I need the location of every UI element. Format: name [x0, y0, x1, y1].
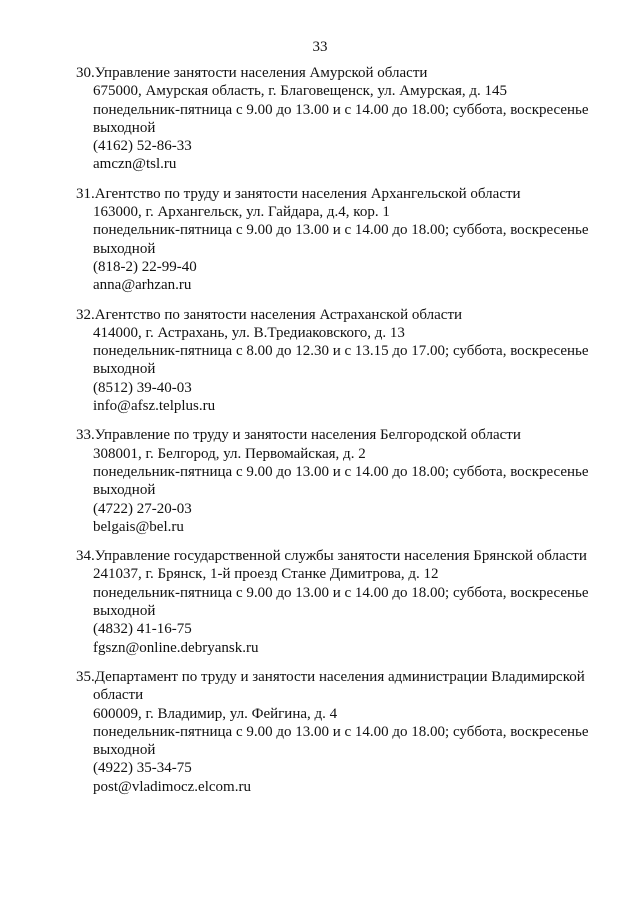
- entry-hours: понедельник-пятница с 8.00 до 12.30 и с 13.15 до 17.00; суббота, воскресенье: [93, 343, 589, 360]
- entry-email: post@vladimocz.elcom.ru: [93, 778, 251, 795]
- entry-phone: (4922) 35-34-75: [93, 760, 192, 777]
- entry-heading: [76, 668, 616, 686]
- entry-email: amczn@tsl.ru: [93, 156, 177, 173]
- entry-email: fgszn@online.debryansk.ru: [93, 639, 259, 656]
- entry-address: 308001, г. Белгород, ул. Первомайская, д. 2: [93, 445, 366, 462]
- list-item: [76, 64, 616, 174]
- entry-heading: [76, 64, 616, 82]
- entry-hours: понедельник-пятница с 9.00 до 13.00 и с 14.00 до 18.00; суббота, воскресенье: [93, 101, 589, 118]
- list-item: [76, 306, 616, 416]
- entry-phone: (4162) 52-86-33: [93, 138, 192, 155]
- entry-number: 30.: [76, 65, 95, 81]
- list-item: [76, 185, 616, 295]
- entry-hours-continuation: выходной: [93, 119, 156, 136]
- entry-phone: (818-2) 22-99-40: [93, 258, 197, 275]
- entry-number: 33.: [76, 427, 95, 444]
- entry-title: Управление занятости населения Амурской области: [94, 65, 428, 81]
- entry-address: 414000, г. Астрахань, ул. В.Тредиаковского, д. 13: [93, 324, 405, 341]
- list-item: [76, 547, 616, 657]
- entry-phone: (4722) 27-20-03: [93, 500, 192, 517]
- entry-hours-continuation: выходной: [93, 240, 156, 257]
- entry-hours: понедельник-пятница с 9.00 до 13.00 и с 14.00 до 18.00; суббота, воскресенье: [93, 584, 589, 601]
- entry-phone: (4832) 41-16-75: [93, 621, 192, 638]
- entry-address: 163000, г. Архангельск, ул. Гайдара, д.4, кор. 1: [93, 204, 390, 221]
- entry-email: belgais@bel.ru: [93, 518, 184, 535]
- entry-heading: [76, 547, 616, 565]
- entry-number: 35.: [76, 668, 95, 685]
- entry-email: anna@arhzan.ru: [93, 277, 192, 294]
- entry-title-continuation: области: [93, 687, 144, 704]
- entry-heading: [76, 426, 616, 444]
- entry-hours: понедельник-пятница с 9.00 до 13.00 и с 14.00 до 18.00; суббота, воскресенье: [93, 723, 589, 740]
- entry-title: Управление по труду и занятости населения Белгородской области: [94, 427, 521, 444]
- entry-hours-continuation: выходной: [93, 603, 156, 620]
- entry-hours: понедельник-пятница с 9.00 до 13.00 и с 14.00 до 18.00; суббота, воскресенье: [93, 463, 589, 480]
- entry-number: 34.: [76, 548, 95, 565]
- entry-title: Агентство по труду и занятости населения Архангельской области: [94, 185, 521, 202]
- list-item: [76, 426, 616, 536]
- entry-list: [76, 64, 616, 807]
- list-item: [76, 668, 616, 796]
- page-number: 33: [312, 39, 328, 55]
- entry-address: 241037, г. Брянск, 1-й проезд Станке Димитрова, д. 12: [93, 566, 439, 583]
- entry-title: Департамент по труду и занятости населения администрации Владимирской: [94, 668, 585, 685]
- entry-heading: [76, 306, 616, 324]
- entry-address: 600009, г. Владимир, ул. Фейгина, д. 4: [93, 705, 338, 722]
- entry-address: 675000, Амурская область, г. Благовещенск, ул. Амурская, д. 145: [93, 83, 507, 100]
- entry-number: 31.: [76, 185, 95, 202]
- entry-title: Управление государственной службы занятости населения Брянской области: [94, 548, 587, 565]
- entry-hours: понедельник-пятница с 9.00 до 13.00 и с 14.00 до 18.00; суббота, воскресенье: [93, 222, 589, 239]
- entry-heading: [76, 185, 616, 203]
- entry-hours-continuation: выходной: [93, 361, 156, 378]
- entry-email: info@afsz.telplus.ru: [93, 398, 216, 415]
- entry-phone: (8512) 39-40-03: [93, 379, 192, 396]
- entry-hours-continuation: выходной: [93, 742, 156, 759]
- entry-number: 32.: [76, 306, 95, 323]
- entry-hours-continuation: выходной: [93, 482, 156, 499]
- entry-title: Агентство по занятости населения Астраханской области: [94, 306, 463, 323]
